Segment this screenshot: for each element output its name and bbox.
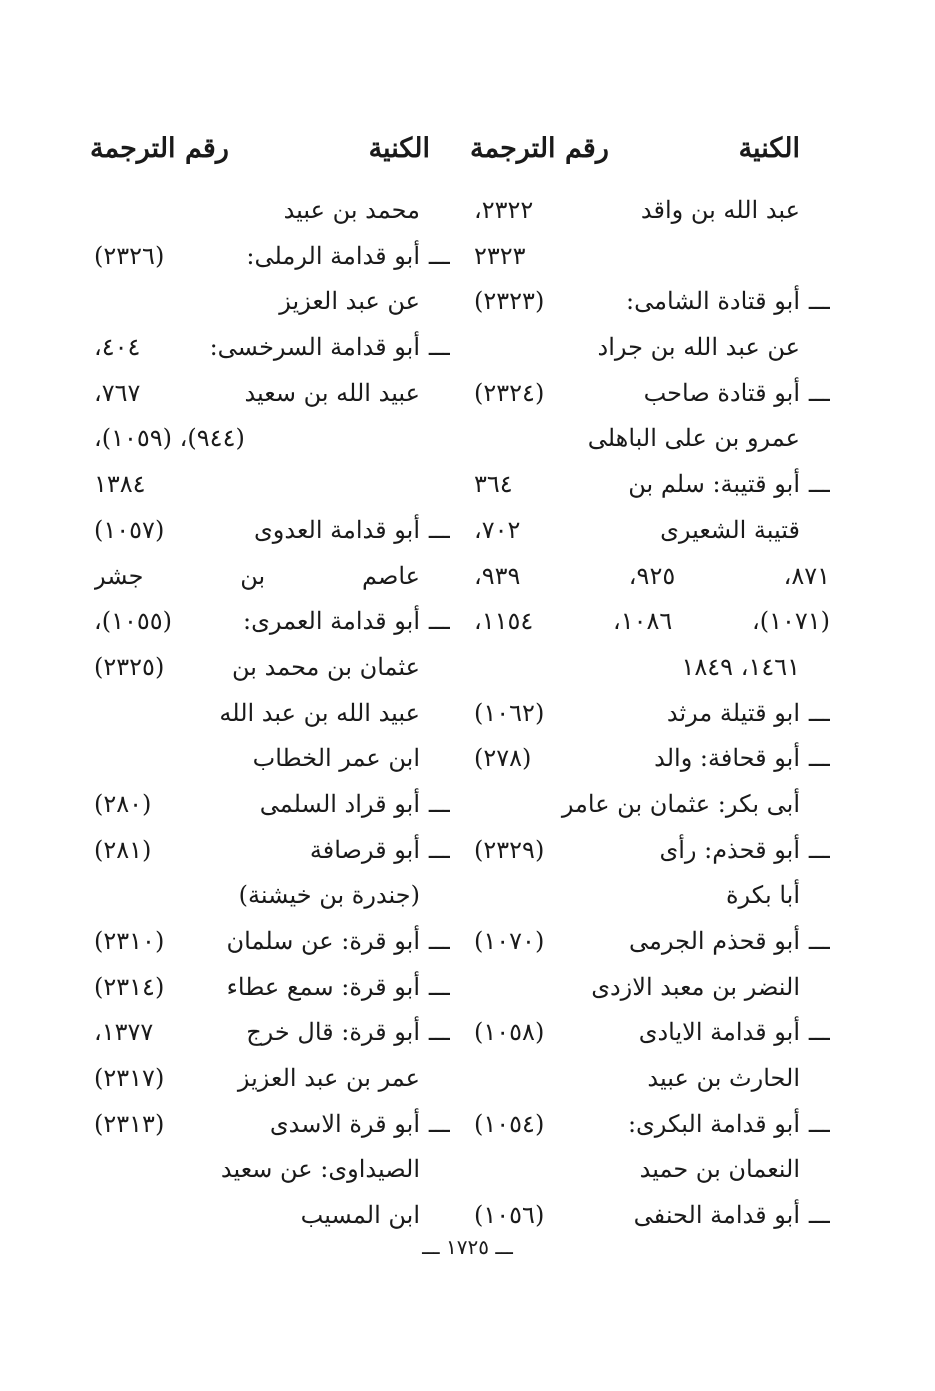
kunya-text: أبو قتيبة: سلم بن [628,470,800,499]
index-row [470,554,830,600]
kunya-text: عمر بن عبد العزيز [237,1064,420,1093]
kunya-text: أبو قدامة الرملى: [246,241,420,270]
right-column-rows [470,188,830,1239]
index-row [90,462,450,508]
kunya-text: أبو قتادة الشامى: [626,287,800,316]
index-row [90,1147,450,1193]
translation-number: (١٠٦٢) [474,698,545,727]
index-row [470,736,830,782]
kunya-text: ابو قتيلة مرثد [666,698,800,727]
kunya-text: عبيد الله بن سعيد [244,378,420,407]
translation-number: (٢٣١٣) [94,1109,165,1138]
kunya-text: عمرو بن على الباهلى [587,424,800,453]
index-row [470,279,830,325]
index-row [470,371,830,417]
index-row [90,554,450,600]
kunya-text: أبو قحافة: والد [654,744,800,773]
translation-number: ٤٠٤، [94,333,141,362]
index-row [470,1193,830,1239]
entry-dash: ـــ [808,1018,830,1047]
kunya-text: أبو قدامة الحنفى [633,1201,800,1230]
translation-number: (١٠٥٦) [474,1201,545,1230]
kunya-text: أبو قرصافة [309,835,420,864]
index-row [470,325,830,371]
kunya-text: أبو قدامة البكرى: [627,1109,800,1138]
left-column [90,128,450,1239]
entry-dash: ـــ [808,378,830,407]
index-row [90,508,450,554]
index-row [470,645,830,691]
kunya-text: أبو قدامة الايادى [638,1018,800,1047]
kunya-text: أبو قرة: قال خرج [246,1018,420,1047]
translation-number: (٢٣٢٥) [94,652,165,681]
index-row [90,599,450,645]
index-row [470,873,830,919]
entry-dash: ـــ [428,972,450,1001]
index-row [470,508,830,554]
kunya-text: ٨٧١، ٩٢٥، ٩٣٩، [474,561,830,590]
index-row [90,1193,450,1239]
left-column-header [90,128,450,188]
index-row [90,919,450,965]
kunya-text: ابن المسيب [300,1201,420,1230]
index-row [470,462,830,508]
index-row [90,1056,450,1102]
kunya-text: ابن عمر الخطاب [252,744,420,773]
header-kunya: الكنية [738,133,800,164]
index-row [470,1147,830,1193]
index-row [470,1102,830,1148]
entry-dash: ـــ [808,927,830,955]
translation-number: (١٠٥٧) [94,515,165,544]
translation-number: (٢٣٢٣) [474,287,545,316]
kunya-text: أبو قحذم الجرمى [629,927,800,955]
kunya-text: محمد بن عبيد [283,196,420,224]
index-row [470,919,830,965]
index-row [90,1102,450,1148]
translation-number: ١٣٧٧، [94,1018,154,1047]
translation-number: (٢٣١٧) [94,1064,165,1093]
index-row [90,234,450,280]
entry-dash: ـــ [808,744,830,773]
translation-number: ٧٠٢، [474,515,521,544]
kunya-text: أبو قراد السلمى [259,789,420,818]
kunya-text: أبو قرة: عن سلمان [226,927,420,955]
entry-dash: ـــ [428,333,450,362]
index-row [90,691,450,737]
index-row [90,325,450,371]
header-kunya: الكنية [368,133,430,164]
index-row [90,188,450,234]
header-number: رقم الترجمة [90,133,229,164]
entry-dash: ـــ [428,515,450,544]
kunya-text: عن عبد الله بن جراد [597,333,800,362]
kunya-text: ١٤٦١، ١٨٤٩ [681,652,800,681]
kunya-text: الصيداوى: عن سعيد [220,1155,420,1184]
index-row [470,691,830,737]
index-row [470,1010,830,1056]
translation-number: ١٣٨٤ [94,470,146,499]
right-column-header [470,128,830,188]
kunya-text: قتيبة الشعيرى [660,515,800,544]
entry-dash: ـــ [808,835,830,864]
header-number: رقم الترجمة [470,133,609,164]
kunya-text: عبد الله بن واقد [640,196,800,224]
kunya-text: النضر بن معبد الازدى [591,972,800,1001]
kunya-text: الحارث بن عبيد [647,1064,800,1093]
kunya-text: أبو قرة الاسدى [269,1109,420,1138]
translation-number: (١٠٥٥)، [94,607,173,636]
translation-number: ٣٦٤ [474,470,513,499]
index-row [90,1010,450,1056]
translation-number: (١٠٥٨) [474,1018,545,1047]
index-row [90,645,450,691]
kunya-text: عن عبد العزيز [279,287,420,316]
entry-dash: ـــ [428,241,450,270]
translation-number: (١٠٥٤) [474,1109,545,1138]
kunya-text: أبو قدامة العدوى [254,515,420,544]
kunya-text: أبو قدامة السرخسى: [209,333,420,362]
translation-number: ٧٦٧، [94,378,141,407]
translation-number: (٢٨٠) [94,789,152,818]
translation-number: (٢٣١٤) [94,972,165,1001]
translation-number: (١٠٧٠) [474,927,545,955]
translation-number: (٢٣١٠) [94,927,165,955]
translation-number: ٢٣٢٢، [474,196,534,224]
entry-dash: ـــ [428,789,450,818]
index-row [90,828,450,874]
kunya-text: أبو قتادة صاحب [643,378,800,407]
index-row [90,416,450,462]
translation-number: (٢٣٢٤) [474,378,545,407]
index-row [470,828,830,874]
kunya-text: أبو قرة: سمع عطاء [226,972,420,1001]
index-row [90,736,450,782]
index-row [90,965,450,1011]
entry-dash: ـــ [808,287,830,316]
index-row [470,188,830,234]
index-row [470,782,830,828]
kunya-text: عبيد الله بن عبد الله [219,698,420,727]
entry-dash: ـــ [808,698,830,727]
translation-number: (٩٤٤)، (١٠٥٩)، [94,424,245,453]
index-row [470,599,830,645]
index-row [90,782,450,828]
kunya-text: (جندرة بن خيشنة) [238,881,420,910]
entry-dash: ـــ [428,835,450,864]
right-column [470,128,830,1239]
translation-number: (٢٧٨) [474,744,532,773]
index-row [470,234,830,280]
index-row [470,965,830,1011]
translation-number: ٢٣٢٣ [474,241,526,270]
index-row [470,1056,830,1102]
kunya-text: النعمان بن حميد [639,1155,800,1184]
kunya-text: عثمان بن محمد بن [232,652,420,681]
translation-number: (٢٨١) [94,835,152,864]
entry-dash: ـــ [428,1018,450,1047]
kunya-text: أبو قحذم: رأى [659,835,800,864]
kunya-text: عاصم بن جشر [94,561,420,590]
index-row [90,279,450,325]
kunya-text: (١٠٧١)، ١٠٨٦، ١١٥٤، [474,607,830,636]
kunya-text: أبى بكر: عثمان بن عامر [561,789,800,818]
translation-number: (٢٣٢٦) [94,241,165,270]
entry-dash: ـــ [428,607,450,636]
index-row [470,416,830,462]
kunya-text: أبو قدامة العمرى: [242,607,420,636]
entry-dash: ـــ [808,470,830,499]
entry-dash: ـــ [428,927,450,955]
index-row [90,873,450,919]
translation-number: (٢٣٢٩) [474,835,545,864]
entry-dash: ـــ [808,1201,830,1230]
entry-dash: ـــ [428,1109,450,1138]
page-number: ـــ ١٧٢٥ ـــ [422,1235,513,1259]
kunya-text: أبا بكرة [725,881,800,910]
index-row [90,371,450,417]
entry-dash: ـــ [808,1109,830,1138]
left-column-rows [90,188,450,1239]
